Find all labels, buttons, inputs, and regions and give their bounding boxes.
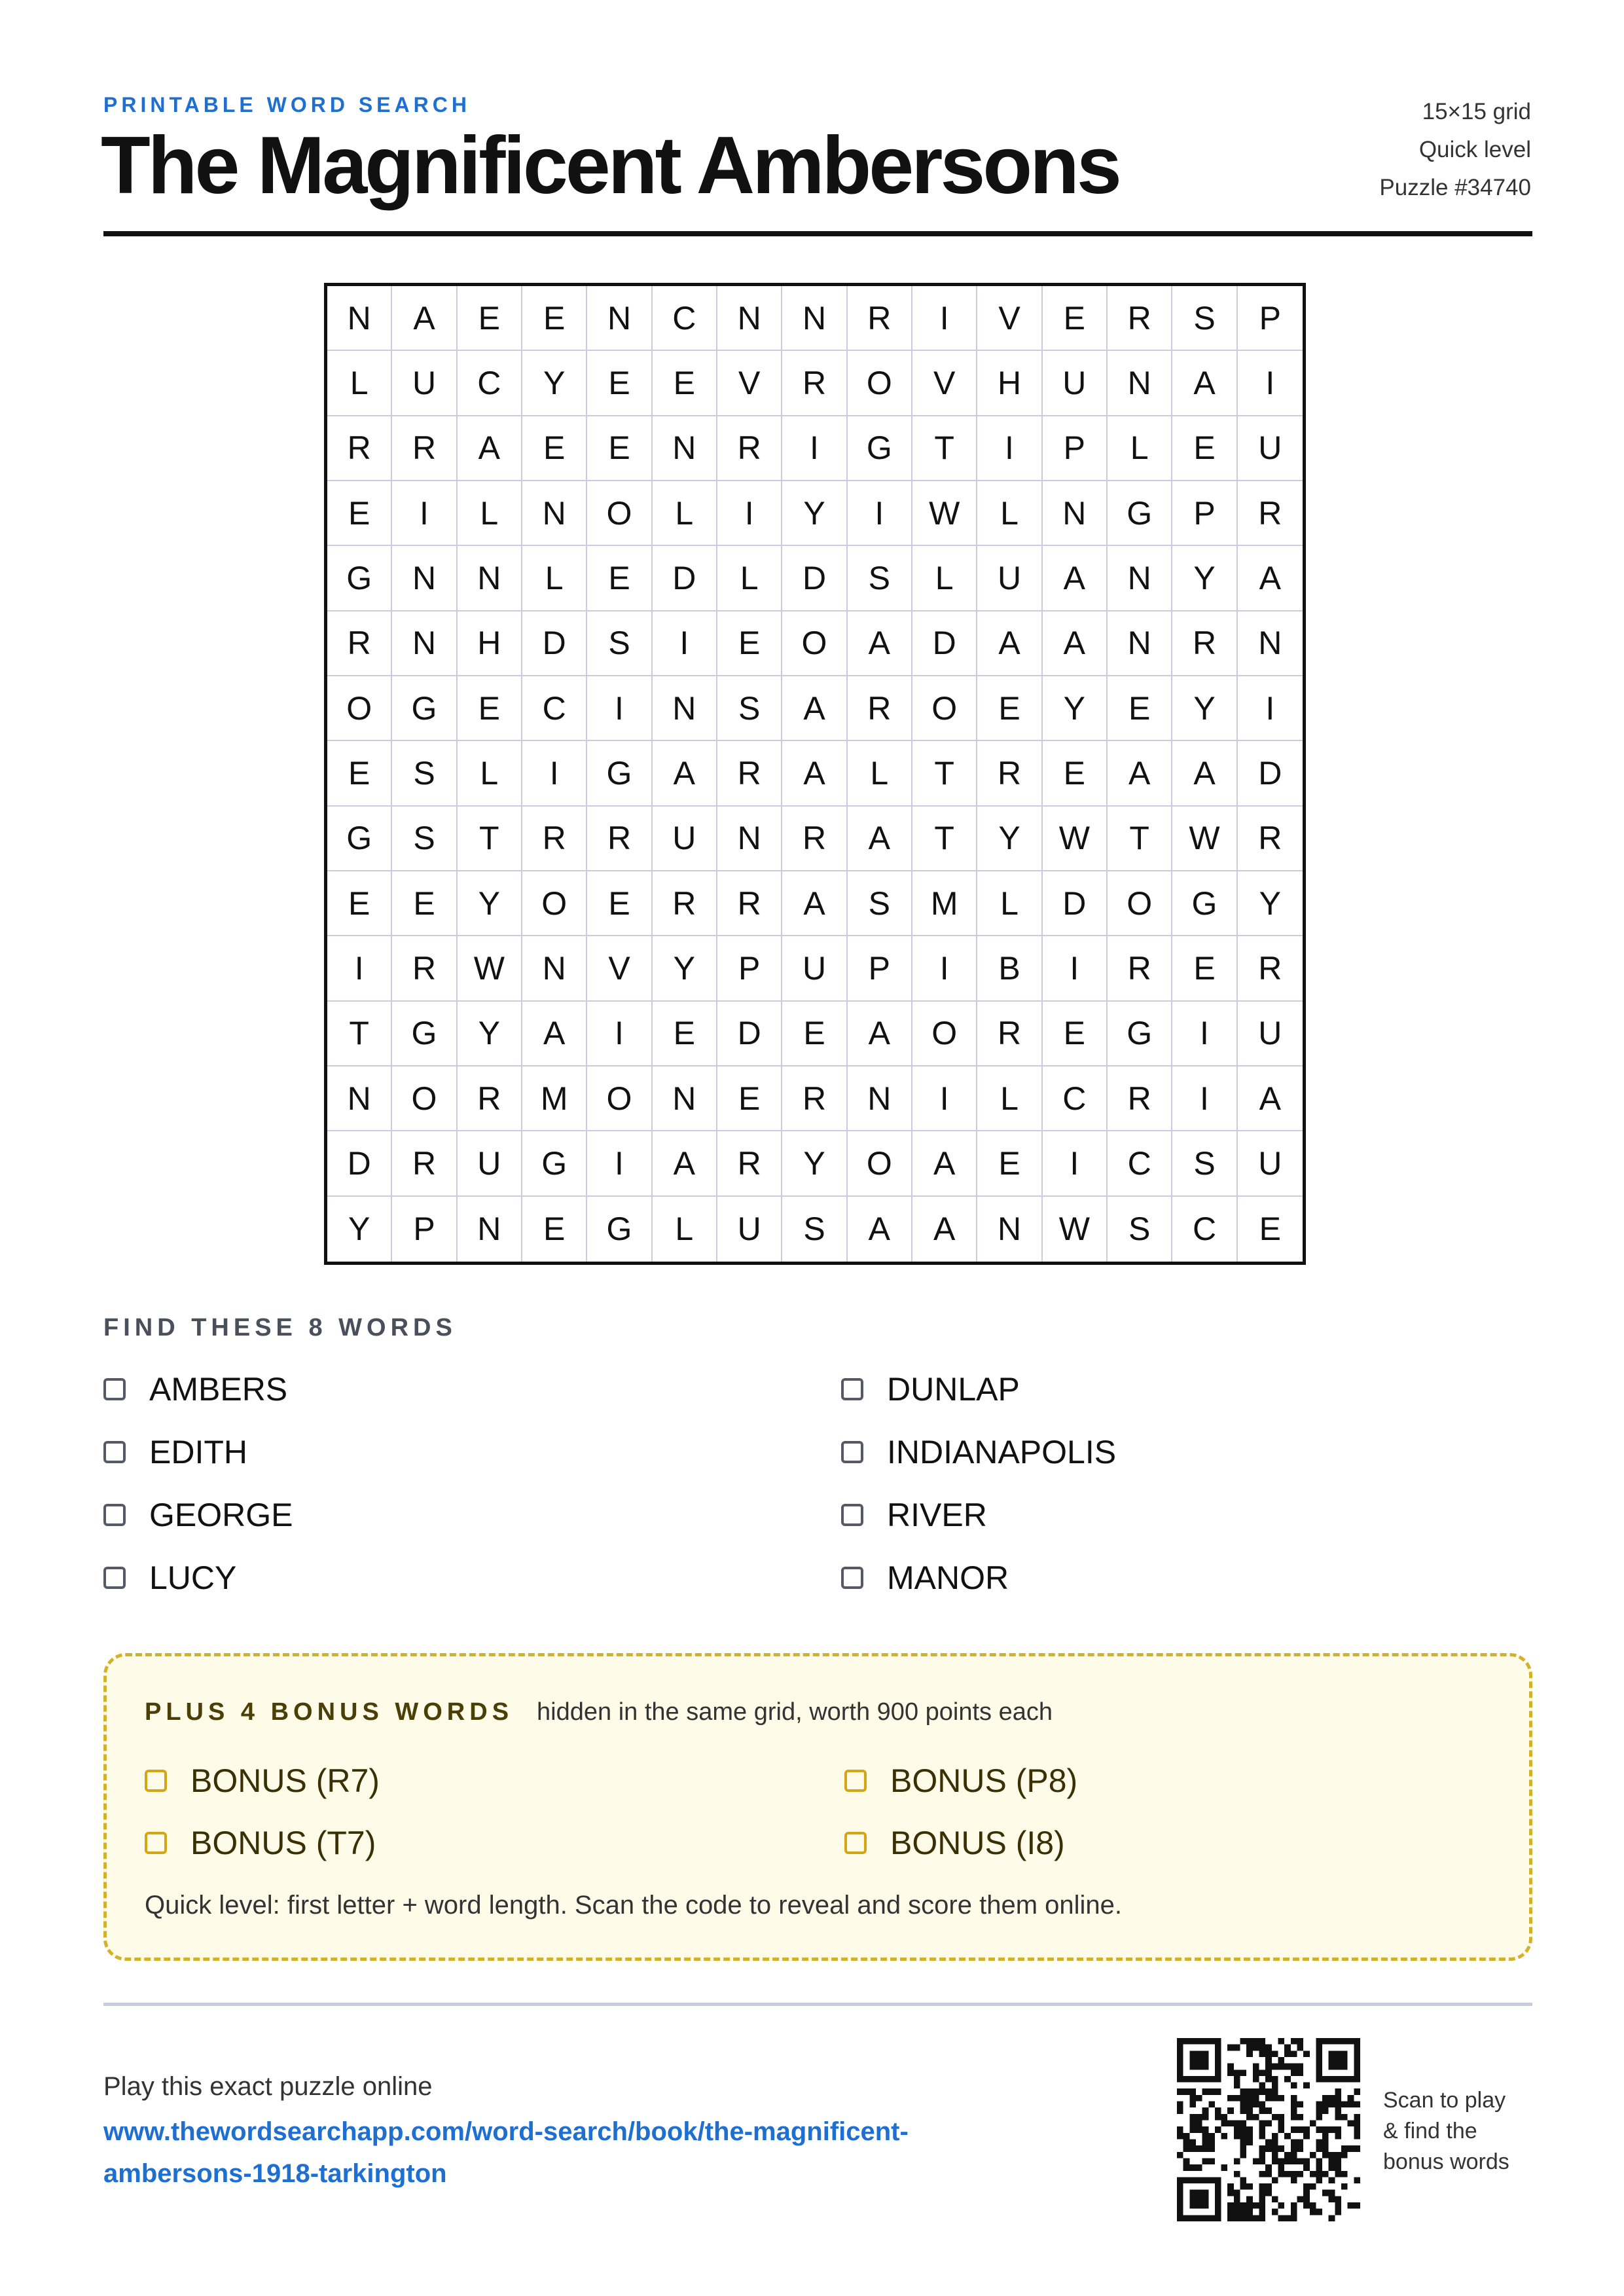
grid-cell[interactable]: U (1238, 1002, 1303, 1066)
grid-cell[interactable]: G (392, 1002, 457, 1066)
grid-cell[interactable]: S (392, 807, 457, 871)
bonus-heading (145, 1698, 1053, 1726)
word-item[interactable] (103, 1370, 287, 1409)
grid-cell[interactable]: A (782, 871, 847, 936)
grid-cell[interactable]: U (458, 1131, 522, 1196)
grid-cell[interactable]: I (1238, 676, 1303, 741)
grid-cell[interactable]: A (848, 1002, 912, 1066)
grid-cell[interactable]: H (458, 611, 522, 676)
checkbox-icon[interactable] (145, 1832, 167, 1854)
word-label: LUCY (149, 1559, 237, 1596)
checkbox-icon[interactable] (841, 1567, 863, 1589)
word-item[interactable] (103, 1432, 247, 1472)
grid-cell[interactable]: L (977, 871, 1042, 936)
grid-cell[interactable]: W (458, 936, 522, 1001)
grid-cell[interactable]: R (1108, 1066, 1172, 1131)
grid-cell[interactable]: N (522, 481, 587, 546)
grid-cell[interactable]: I (912, 286, 977, 351)
grid-cell[interactable]: I (392, 481, 457, 546)
grid-cell[interactable]: R (653, 871, 717, 936)
grid-cell[interactable]: I (717, 481, 782, 546)
grid-cell[interactable]: E (1043, 286, 1108, 351)
grid-cell[interactable]: L (522, 546, 587, 611)
bonus-word-item[interactable] (145, 1761, 380, 1800)
checkbox-icon[interactable] (841, 1378, 863, 1400)
grid-cell[interactable]: A (1043, 611, 1108, 676)
bonus-word-label: BONUS (I8) (890, 1825, 1065, 1861)
grid-cell[interactable]: I (1043, 1131, 1108, 1196)
grid-cell[interactable]: P (1172, 481, 1237, 546)
grid-cell[interactable]: O (912, 1002, 977, 1066)
bonus-title: PLUS 4 BONUS WORDS (145, 1698, 514, 1726)
grid-cell[interactable]: I (782, 416, 847, 481)
footer-divider (103, 2003, 1532, 2006)
checkbox-icon[interactable] (103, 1567, 126, 1589)
grid-cell[interactable]: U (653, 807, 717, 871)
grid-cell[interactable]: R (1172, 611, 1237, 676)
grid-cell[interactable]: S (782, 1197, 847, 1262)
grid-cell[interactable]: L (717, 546, 782, 611)
grid-cell[interactable]: E (458, 676, 522, 741)
grid-cell[interactable]: W (1043, 807, 1108, 871)
grid-cell[interactable]: E (977, 1131, 1042, 1196)
grid-cell[interactable]: N (782, 286, 847, 351)
grid-cell[interactable]: G (587, 1197, 652, 1262)
grid-cell[interactable]: I (653, 611, 717, 676)
grid-cell[interactable]: R (392, 936, 457, 1001)
grid-cell[interactable]: N (327, 286, 392, 351)
grid-cell[interactable]: P (1238, 286, 1303, 351)
grid-cell[interactable]: O (587, 481, 652, 546)
page-title: The Magnificent Ambersons (101, 120, 1119, 211)
grid-cell[interactable]: L (977, 1066, 1042, 1131)
checkbox-icon[interactable] (841, 1441, 863, 1463)
grid-cell[interactable]: G (327, 546, 392, 611)
grid-cell[interactable]: E (717, 1066, 782, 1131)
grid-cell[interactable]: P (1043, 416, 1108, 481)
grid-cell[interactable]: G (392, 676, 457, 741)
grid-cell[interactable]: P (392, 1197, 457, 1262)
grid-cell[interactable]: A (1172, 741, 1237, 806)
checkbox-icon[interactable] (841, 1504, 863, 1526)
grid-cell[interactable]: R (1108, 936, 1172, 1001)
grid-cell[interactable]: L (327, 351, 392, 416)
eyebrow-label: PRINTABLE WORD SEARCH (103, 93, 471, 117)
puzzle-url-line[interactable]: www.thewordsearchapp.com/word-search/book/the-magnificent- (103, 2117, 909, 2146)
grid-cell[interactable]: I (1043, 936, 1108, 1001)
grid-cell[interactable]: N (977, 1197, 1042, 1262)
grid-cell[interactable]: P (717, 936, 782, 1001)
grid-cell[interactable]: D (327, 1131, 392, 1196)
grid-cell[interactable]: R (392, 416, 457, 481)
grid-cell[interactable]: N (653, 676, 717, 741)
grid-cell[interactable]: W (1172, 807, 1237, 871)
grid-cell[interactable]: N (522, 936, 587, 1001)
grid-cell[interactable]: C (458, 351, 522, 416)
bonus-subtitle: hidden in the same grid, worth 900 points each (537, 1698, 1053, 1726)
grid-cell[interactable]: E (327, 481, 392, 546)
bonus-word-item[interactable] (844, 1823, 1065, 1863)
puzzle-meta (1379, 93, 1531, 207)
grid-cell[interactable]: L (458, 481, 522, 546)
puzzle-url-link[interactable] (103, 2111, 1053, 2195)
grid-cell[interactable]: A (912, 1131, 977, 1196)
grid-cell[interactable]: A (1238, 1066, 1303, 1131)
grid-cell[interactable]: S (1172, 1131, 1237, 1196)
qr-code-icon[interactable] (1177, 2038, 1360, 2221)
grid-cell[interactable]: E (1043, 1002, 1108, 1066)
grid-cell[interactable]: T (912, 416, 977, 481)
grid-cell[interactable]: G (1172, 871, 1237, 936)
checkbox-icon[interactable] (103, 1378, 126, 1400)
grid-cell[interactable]: D (1238, 741, 1303, 806)
grid-cell[interactable]: Y (782, 1131, 847, 1196)
grid-cell[interactable]: A (1172, 351, 1237, 416)
word-item[interactable] (841, 1370, 1020, 1409)
grid-cell[interactable]: Y (653, 936, 717, 1001)
grid-cell[interactable]: C (1043, 1066, 1108, 1131)
grid-cell[interactable]: I (912, 936, 977, 1001)
grid-cell[interactable]: A (1108, 741, 1172, 806)
grid-cell[interactable]: R (848, 676, 912, 741)
grid-cell[interactable]: A (653, 741, 717, 806)
grid-cell[interactable]: E (587, 351, 652, 416)
grid-cell[interactable]: S (587, 611, 652, 676)
grid-cell[interactable]: E (977, 676, 1042, 741)
grid-cell[interactable]: A (912, 1197, 977, 1262)
grid-cell[interactable]: A (653, 1131, 717, 1196)
grid-cell[interactable]: E (653, 1002, 717, 1066)
grid-cell[interactable]: U (977, 546, 1042, 611)
puzzle-url-line[interactable]: ambersons-1918-tarkington (103, 2159, 447, 2188)
grid-cell[interactable]: E (587, 546, 652, 611)
grid-cell[interactable]: R (587, 807, 652, 871)
grid-cell[interactable]: V (587, 936, 652, 1001)
grid-cell[interactable]: O (392, 1066, 457, 1131)
checkbox-icon[interactable] (103, 1504, 126, 1526)
grid-cell[interactable]: E (392, 871, 457, 936)
word-label: RIVER (887, 1497, 987, 1533)
grid-cell[interactable]: I (587, 676, 652, 741)
grid-cell[interactable]: L (458, 741, 522, 806)
grid-cell[interactable]: R (1238, 481, 1303, 546)
grid-cell[interactable]: E (327, 741, 392, 806)
grid-cell[interactable]: O (522, 871, 587, 936)
grid-cell[interactable]: S (1108, 1197, 1172, 1262)
grid-cell[interactable]: Y (522, 351, 587, 416)
word-item[interactable] (103, 1495, 293, 1535)
grid-cell[interactable]: N (1108, 611, 1172, 676)
grid-cell[interactable]: A (1238, 546, 1303, 611)
grid-cell[interactable]: P (848, 936, 912, 1001)
grid-cell[interactable]: U (392, 351, 457, 416)
bonus-word-item[interactable] (145, 1823, 376, 1863)
grid-cell[interactable]: W (912, 481, 977, 546)
grid-cell[interactable]: C (1172, 1197, 1237, 1262)
word-label: INDIANAPOLIS (887, 1434, 1117, 1470)
grid-cell[interactable]: R (327, 416, 392, 481)
grid-cell[interactable]: R (782, 351, 847, 416)
word-list-heading: FIND THESE 8 WORDS (103, 1314, 457, 1341)
grid-cell[interactable]: L (848, 741, 912, 806)
grid-cell[interactable]: G (1108, 481, 1172, 546)
word-label: MANOR (887, 1559, 1009, 1596)
grid-cell[interactable]: R (1238, 936, 1303, 1001)
grid-cell[interactable]: U (1043, 351, 1108, 416)
grid-cell[interactable]: D (522, 611, 587, 676)
play-online-label: Play this exact puzzle online (103, 2072, 433, 2101)
grid-cell[interactable]: E (1108, 676, 1172, 741)
grid-cell[interactable]: R (977, 741, 1042, 806)
grid-cell[interactable]: Y (327, 1197, 392, 1262)
word-label: GEORGE (149, 1497, 293, 1533)
grid-cell[interactable]: R (1108, 286, 1172, 351)
grid-cell[interactable]: E (1172, 416, 1237, 481)
grid-cell[interactable]: H (977, 351, 1042, 416)
grid-cell[interactable]: E (587, 871, 652, 936)
grid-cell[interactable]: E (522, 1197, 587, 1262)
grid-cell[interactable]: O (848, 1131, 912, 1196)
checkbox-icon[interactable] (103, 1441, 126, 1463)
grid-cell[interactable]: I (327, 936, 392, 1001)
grid-cell[interactable]: U (1238, 416, 1303, 481)
grid-cell[interactable]: R (392, 1131, 457, 1196)
grid-cell[interactable]: A (522, 1002, 587, 1066)
grid-cell[interactable]: E (782, 1002, 847, 1066)
grid-cell[interactable]: I (848, 481, 912, 546)
grid-cell[interactable]: G (848, 416, 912, 481)
word-label: EDITH (149, 1434, 247, 1470)
grid-cell[interactable]: T (1108, 807, 1172, 871)
grid-cell[interactable]: V (977, 286, 1042, 351)
checkbox-icon[interactable] (844, 1832, 867, 1854)
grid-cell[interactable]: A (782, 741, 847, 806)
grid-cell[interactable]: A (848, 807, 912, 871)
grid-cell[interactable]: I (587, 1002, 652, 1066)
grid-cell[interactable]: E (587, 416, 652, 481)
grid-cell[interactable]: E (1172, 936, 1237, 1001)
grid-cell[interactable]: S (717, 676, 782, 741)
grid-cell[interactable]: I (1238, 351, 1303, 416)
level-label: Quick level (1418, 137, 1531, 162)
grid-cell[interactable]: D (1043, 871, 1108, 936)
grid-cell[interactable]: R (717, 741, 782, 806)
grid-cell[interactable]: E (717, 611, 782, 676)
grid-cell[interactable]: G (1108, 1002, 1172, 1066)
grid-cell[interactable]: N (458, 1197, 522, 1262)
grid-cell[interactable]: I (977, 416, 1042, 481)
word-item[interactable] (841, 1558, 1009, 1597)
grid-cell[interactable]: I (1172, 1066, 1237, 1131)
grid-cell[interactable]: R (782, 1066, 847, 1131)
grid-cell[interactable]: A (977, 611, 1042, 676)
word-item[interactable] (841, 1432, 1116, 1472)
grid-cell[interactable]: A (458, 416, 522, 481)
grid-cell[interactable]: T (327, 1002, 392, 1066)
bonus-word-item[interactable] (844, 1761, 1077, 1800)
grid-cell[interactable]: N (1108, 351, 1172, 416)
grid-cell[interactable]: O (912, 676, 977, 741)
grid-cell[interactable]: E (1043, 741, 1108, 806)
grid-cell[interactable]: S (848, 546, 912, 611)
grid-cell[interactable]: R (717, 871, 782, 936)
grid-cell[interactable]: S (848, 871, 912, 936)
grid-cell[interactable]: N (1043, 481, 1108, 546)
grid-cell[interactable]: C (1108, 1131, 1172, 1196)
grid-cell[interactable]: Y (1043, 676, 1108, 741)
grid-cell[interactable]: Y (458, 1002, 522, 1066)
grid-cell[interactable]: E (1259, 1211, 1281, 1248)
grid-cell[interactable]: Y (458, 871, 522, 936)
grid-cell[interactable]: O (327, 676, 392, 741)
grid-cell[interactable]: N (848, 1066, 912, 1131)
puzzle-number-label: Puzzle #34740 (1379, 175, 1531, 200)
grid-cell[interactable]: U (1238, 1131, 1303, 1196)
grid-cell[interactable]: T (912, 807, 977, 871)
grid-cell[interactable]: A (1043, 546, 1108, 611)
grid-cell[interactable]: M (522, 1066, 587, 1131)
grid-cell[interactable]: R (977, 1002, 1042, 1066)
word-label: AMBERS (149, 1371, 288, 1408)
grid-cell[interactable]: E (458, 286, 522, 351)
grid-cell[interactable]: A (848, 1197, 912, 1262)
grid-cell[interactable]: D (912, 611, 977, 676)
grid-cell[interactable]: E (522, 416, 587, 481)
grid-cell[interactable]: N (392, 611, 457, 676)
grid-cell[interactable]: I (587, 1131, 652, 1196)
bonus-word-label: BONUS (R7) (190, 1762, 380, 1799)
grid-cell[interactable]: T (912, 741, 977, 806)
grid-cell[interactable]: L (1108, 416, 1172, 481)
grid-cell[interactable]: N (653, 1066, 717, 1131)
grid-cell[interactable]: Y (1172, 676, 1237, 741)
checkbox-icon[interactable] (844, 1770, 867, 1792)
grid-cell[interactable]: U (717, 1197, 782, 1262)
grid-cell[interactable]: O (782, 611, 847, 676)
grid-cell[interactable]: O (1108, 871, 1172, 936)
grid-cell[interactable]: I (912, 1066, 977, 1131)
grid-cell[interactable]: L (653, 1197, 717, 1262)
grid-cell[interactable]: Y (1172, 546, 1237, 611)
grid-cell[interactable]: B (977, 936, 1042, 1001)
grid-cell[interactable]: N (717, 807, 782, 871)
grid-cell[interactable]: M (912, 871, 977, 936)
grid-cell[interactable]: R (717, 1131, 782, 1196)
grid-cell[interactable]: R (522, 807, 587, 871)
scan-caption-line: & find the (1383, 2119, 1477, 2143)
grid-cell[interactable]: R (717, 416, 782, 481)
grid-cell[interactable]: G (587, 741, 652, 806)
bonus-panel (103, 1653, 1532, 1961)
word-item[interactable] (841, 1495, 987, 1535)
header-divider (103, 231, 1532, 236)
bonus-word-label: BONUS (T7) (190, 1825, 376, 1861)
grid-cell[interactable]: R (327, 611, 392, 676)
grid-cell[interactable]: N (1108, 546, 1172, 611)
grid-cell[interactable]: C (653, 286, 717, 351)
grid-cell[interactable]: C (522, 676, 587, 741)
grid-cell[interactable]: N (392, 546, 457, 611)
grid-cell[interactable]: A (848, 611, 912, 676)
word-search-grid (324, 283, 1306, 1265)
grid-cell[interactable]: V (912, 351, 977, 416)
word-item[interactable] (103, 1558, 236, 1597)
grid-cell[interactable]: L (653, 481, 717, 546)
grid-cell[interactable]: R (1238, 807, 1303, 871)
grid-cell[interactable]: O (848, 351, 912, 416)
grid-cell[interactable]: O (587, 1066, 652, 1131)
grid-cell[interactable]: D (717, 1002, 782, 1066)
grid-cell[interactable]: A (782, 676, 847, 741)
bonus-note: Quick level: first letter + word length. Scan the code to reveal and score them online. (145, 1891, 1123, 1920)
scan-caption-line: Scan to play (1383, 2088, 1506, 2113)
grid-cell[interactable]: N (587, 286, 652, 351)
grid-cell[interactable]: N (653, 416, 717, 481)
grid-cell[interactable]: Y (1238, 871, 1303, 936)
grid-cell[interactable]: S (1172, 286, 1237, 351)
grid-cell[interactable]: W (1043, 1197, 1108, 1262)
grid-cell[interactable]: I (1172, 1002, 1237, 1066)
grid-cell[interactable]: E (522, 286, 587, 351)
grid-cell[interactable]: I (522, 741, 587, 806)
grid-cell[interactable]: R (782, 807, 847, 871)
letter-grid (327, 286, 1303, 1262)
grid-cell[interactable]: N (327, 1066, 392, 1131)
grid-cell[interactable]: G (522, 1131, 587, 1196)
grid-cell[interactable]: N (1238, 611, 1303, 676)
grid-cell[interactable]: T (458, 807, 522, 871)
grid-cell[interactable]: R (848, 286, 912, 351)
grid-cell[interactable]: A (392, 286, 457, 351)
grid-cell[interactable]: U (782, 936, 847, 1001)
grid-cell[interactable]: Y (782, 481, 847, 546)
grid-cell[interactable]: N (458, 546, 522, 611)
grid-cell[interactable]: V (717, 351, 782, 416)
scan-caption-line: bonus words (1383, 2149, 1509, 2174)
grid-cell[interactable]: D (653, 546, 717, 611)
bonus-word-label: BONUS (P8) (890, 1762, 1078, 1799)
word-label: DUNLAP (887, 1371, 1020, 1408)
grid-cell[interactable]: Y (977, 807, 1042, 871)
grid-cell[interactable]: G (327, 807, 392, 871)
scan-caption (1383, 2085, 1509, 2178)
grid-cell[interactable]: E (653, 351, 717, 416)
grid-cell[interactable]: N (717, 286, 782, 351)
grid-cell[interactable]: S (392, 741, 457, 806)
grid-cell[interactable]: L (912, 546, 977, 611)
checkbox-icon[interactable] (145, 1770, 167, 1792)
grid-cell[interactable]: D (782, 546, 847, 611)
grid-size-label: 15×15 grid (1422, 99, 1531, 124)
grid-cell[interactable]: L (977, 481, 1042, 546)
grid-cell[interactable]: E (327, 871, 392, 936)
grid-cell[interactable]: R (458, 1066, 522, 1131)
